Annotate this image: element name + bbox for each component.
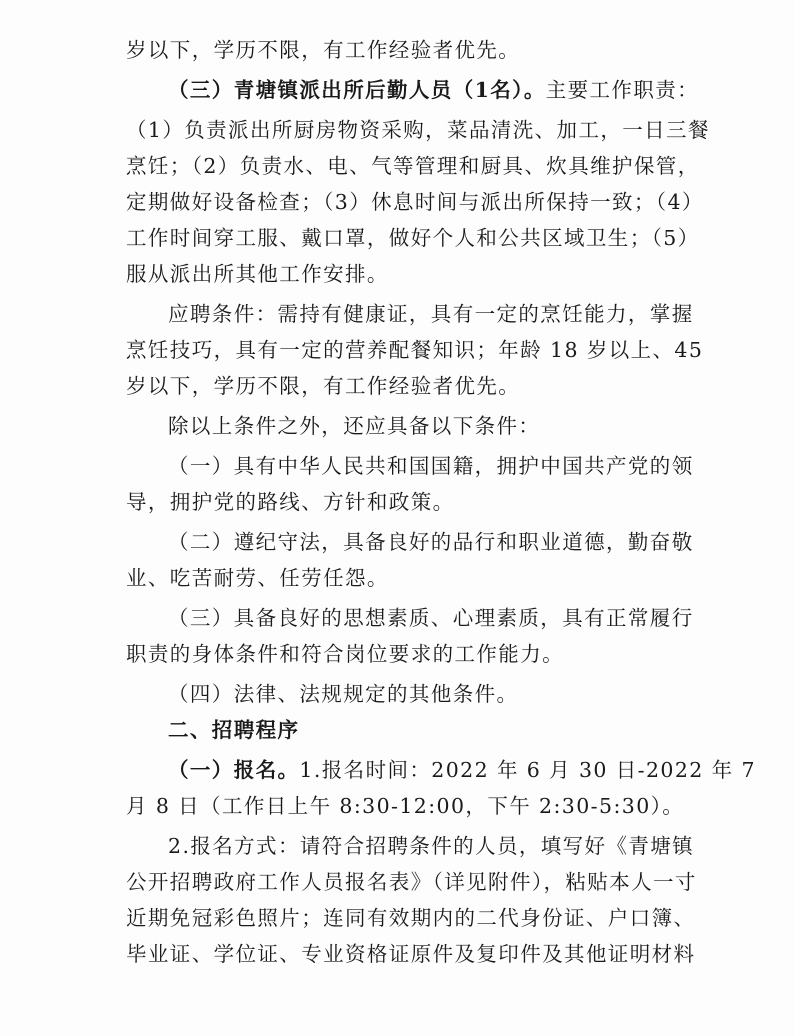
paragraph-line: 月 8 日（工作日上午 8:30-12:00，下午 2:30-5:30）。 xyxy=(126,794,685,818)
paragraph-line: 业、吃苦耐劳、任劳任怨。 xyxy=(126,566,389,590)
chapter-heading: 二、招聘程序 xyxy=(168,718,300,742)
paragraph-line: 毕业证、学位证、专业资格证原件及复印件及其他证明材料 xyxy=(126,942,696,966)
paragraph-line: 工作时间穿工服、戴口罩，做好个人和公共区域卫生；（5） xyxy=(126,226,700,250)
paragraph-line: 烹饪；（2）负责水、电、气等管理和厨具、炊具维护保管， xyxy=(126,154,700,178)
paragraph-line: 公开招聘政府工作人员报名表》（详见附件），粘贴本人一寸 xyxy=(126,870,697,894)
paragraph-line: （四）法律、法规规定的其他条件。 xyxy=(168,682,519,706)
paragraph-text: 1.报名时间：2022 年 6 月 30 日-2022 年 7 xyxy=(299,758,756,782)
paragraph-line: （三）具备良好的思想素质、心理素质，具有正常履行 xyxy=(168,606,694,630)
paragraph-line: 烹饪技巧，具有一定的营养配餐知识；年龄 18 岁以上、45 xyxy=(126,338,704,362)
paragraph-line: 职责的身体条件和符合岗位要求的工作能力。 xyxy=(126,642,564,666)
paragraph-line: 近期免冠彩色照片；连同有效期内的二代身份证、户口簿、 xyxy=(126,906,696,930)
subsection-heading: （一）报名。 xyxy=(168,758,300,782)
paragraph-line: （一）具有中华人民共和国国籍，拥护中国共产党的领 xyxy=(168,454,694,478)
section-heading: （三）青塘镇派出所后勤人员（1名）。 xyxy=(168,78,546,102)
paragraph-line: （二）遵纪守法，具备良好的品行和职业道德，勤奋敬 xyxy=(168,530,694,554)
paragraph-line: （1）负责派出所厨房物资采购，菜品清洗、加工，一日三餐 xyxy=(126,118,710,142)
paragraph-line: 岁以下，学历不限，有工作经验者优先。 xyxy=(126,374,521,398)
paragraph-line: 应聘条件：需持有健康证，具有一定的烹饪能力，掌握 xyxy=(168,302,694,326)
paragraph-line: 岁以下，学历不限，有工作经验者优先。 xyxy=(126,38,521,62)
paragraph-line: 定期做好设备检查；（3）休息时间与派出所保持一致；（4） xyxy=(126,190,704,214)
paragraph-text: 主要工作职责： xyxy=(545,78,700,102)
paragraph-line xyxy=(168,756,756,784)
paragraph-line: 导，拥护党的路线、方针和政策。 xyxy=(126,490,455,514)
section-heading-line xyxy=(168,76,700,104)
paragraph-line: 2.报名方式：请符合招聘条件的人员，填写好《青塘镇 xyxy=(168,834,695,858)
paragraph-line: 服从派出所其他工作安排。 xyxy=(126,262,389,286)
paragraph-line: 除以上条件之外，还应具备以下条件： xyxy=(168,414,541,438)
